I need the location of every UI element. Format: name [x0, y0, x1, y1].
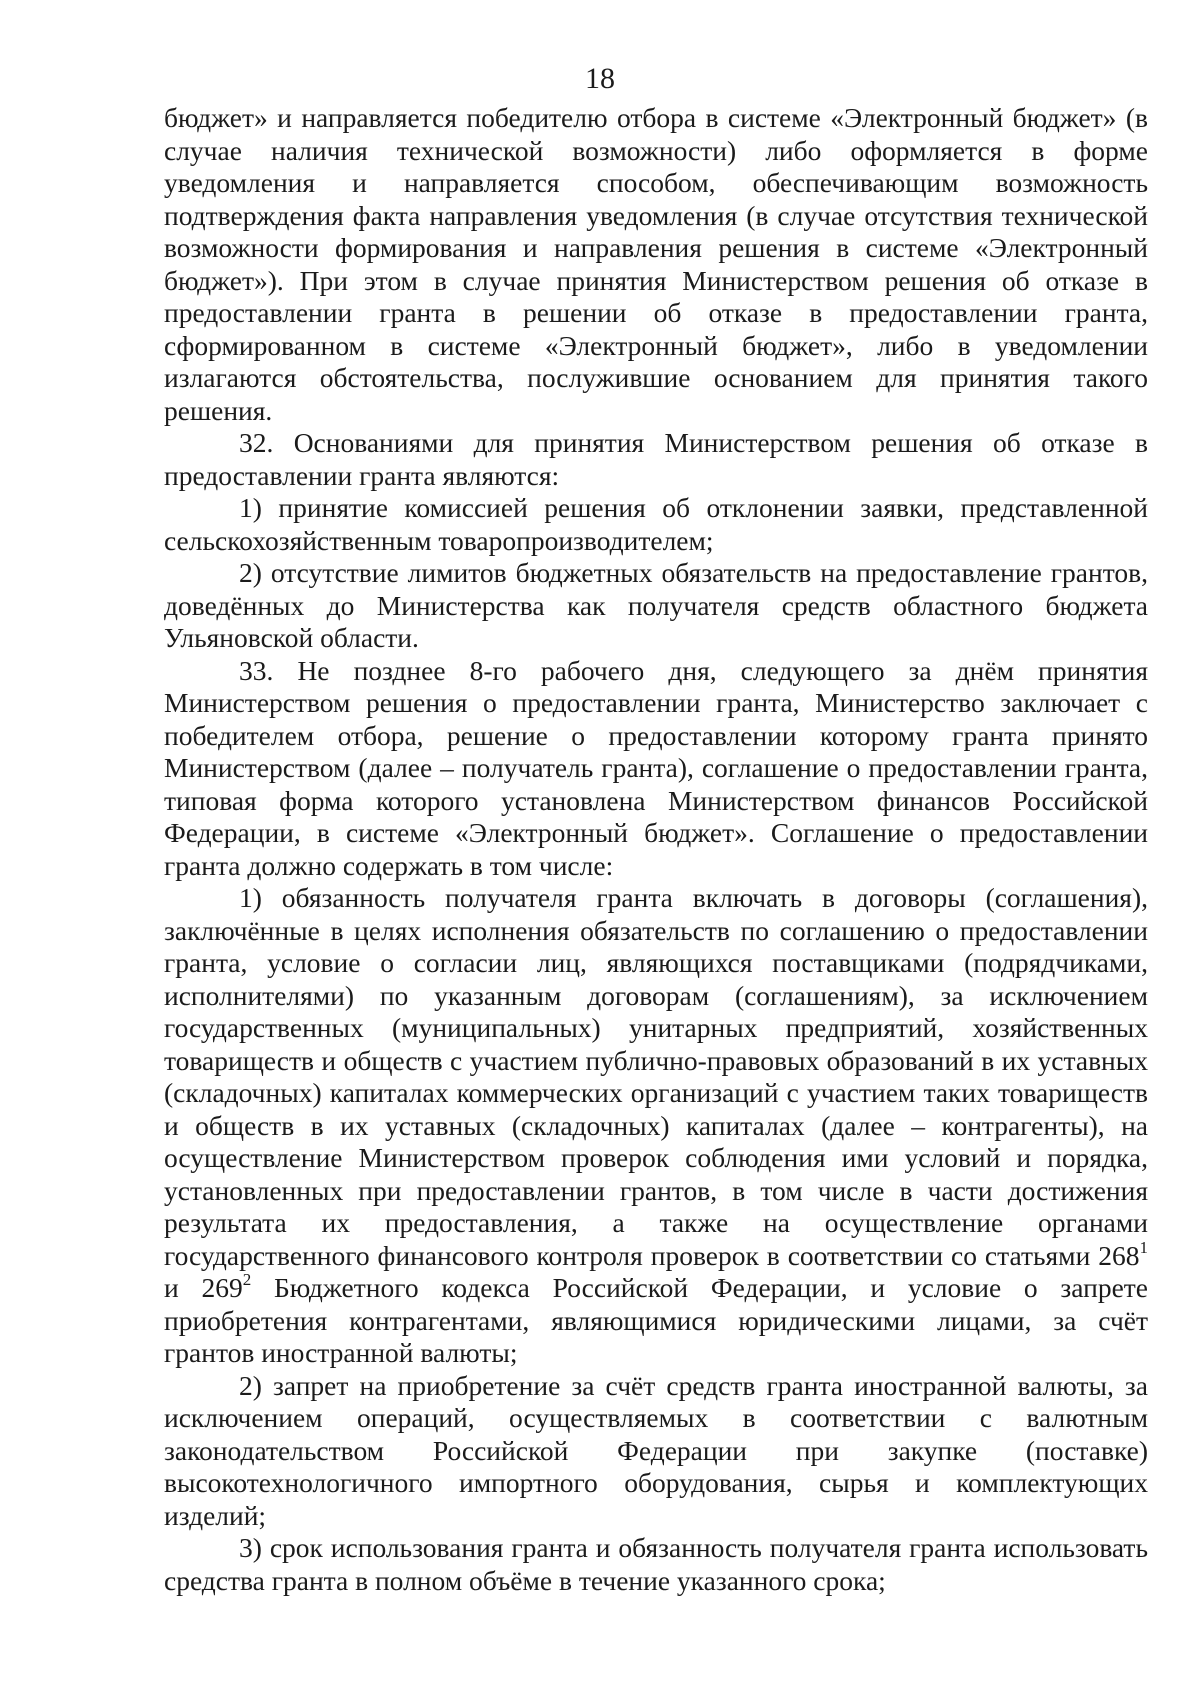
article-269: 269	[201, 1272, 243, 1303]
paragraph-33: 33. Не позднее 8-го рабочего дня, следующего за днём принятия Министерством решения о предоставлении гранта, Министерство заключает с победителем отбора, решение о предоставлении которому гранта принято Министерством (далее – получатель гранта), соглашение о предоставлении гранта, типовая форма которого установлена Министерством финансов Российской Федерации, в системе «Электронный бюджет». Соглашение о предоставлении гранта должно содержать в том числе:	[164, 654, 1148, 881]
paragraph-33-item-2: 2) запрет на приобретение за счёт средств гранта иностранной валюты, за исключением операций, осуществляемых в соответствии с валютным законодательством Российской Федерации при закупке (поставке) высокотехнологичного импортного оборудования, сырья и комплектующих изделий;	[164, 1369, 1148, 1531]
article-269-superscript: 2	[242, 1270, 252, 1290]
document-body	[164, 102, 1148, 1597]
item-1-text-end: Бюджетного кодекса Российской Федерации, и условие о запрете приобретения контрагентами, являющимися юридическими лицами, за счёт грантов иностранной валюты;	[164, 1272, 1149, 1368]
page-number: 18	[585, 62, 615, 95]
article-268: 268	[1098, 1239, 1140, 1271]
article-268-superscript: 1	[1139, 1237, 1148, 1257]
item-1-text-start: 1) обязанность получателя гранта включать в договоры (соглашения), заключённые в целях исполнения обязательств по соглашению о предоставлении гранта, условие о согласии лиц, являющихся поставщиками (подрядчиками, исполнителями) по указанным договорам (соглашениям), за исключением государственных (муниципальных) унитарных предприятий, хозяйственных товариществ и обществ с участием публично-правовых образований в их уставных (складочных) капиталах коммерческих организаций с участием таких товариществ и обществ в их уставных (складочных) капиталах (далее – контрагенты), на осуществление Министерством проверок соблюдения ими условий и порядка, установленных при предоставлении грантов, в том числе в части достижения результата их предоставления, а также на осуществление органами государственного финансового контроля проверок в соответствии со статьями	[164, 882, 1148, 1271]
paragraph-33-item-3: 3) срок использования гранта и обязанность получателя гранта использовать средства гранта в полном объёме в течение указанного срока;	[164, 1532, 1148, 1596]
paragraph-32-item-1: 1) принятие комиссией решения об отклонении заявки, представленной сельскохозяйственным товаропроизводителем;	[164, 492, 1148, 556]
paragraph-33-item-1	[164, 882, 1148, 1370]
paragraph-32: 32. Основаниями для принятия Министерством решения об отказе в предоставлении гранта являются:	[164, 427, 1148, 491]
paragraph-32-item-2: 2) отсутствие лимитов бюджетных обязательств на предоставление грантов, доведённых до Министерства как получателя средств областного бюджета Ульяновской области.	[164, 557, 1148, 653]
item-1-conjunction: и	[164, 1272, 202, 1303]
paragraph-continuation: бюджет» и направляется победителю отбора в системе «Электронный бюджет» (в случае наличия технической возможности) либо оформляется в форме уведомления и направляется способом, обеспечивающим возможность подтверждения факта направления уведомления (в случае отсутствия технической возможности формирования и направления решения в системе «Электронный бюджет»). При этом в случае принятия Министерством решения об отказе в предоставлении гранта в решении об отказе в предоставлении гранта, сформированном в системе «Электронный бюджет», либо в уведомлении излагаются обстоятельства, послужившие основанием для принятия такого решения.	[164, 102, 1148, 426]
